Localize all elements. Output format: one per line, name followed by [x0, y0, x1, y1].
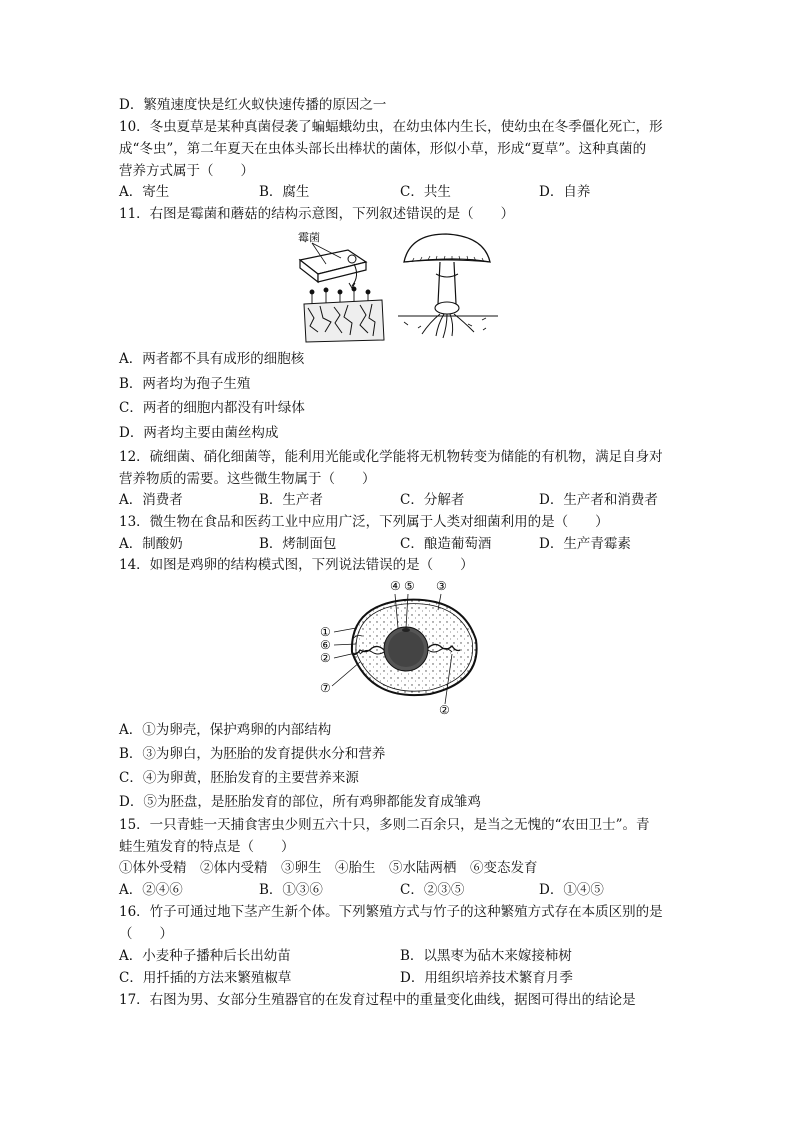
- q15-option-b: B．①③⑥: [259, 882, 323, 898]
- q17-stem: 17．右图为男、女部分生殖器官的在发育过程中的重量变化曲线，据图可得出的结论是: [119, 992, 636, 1008]
- q14-option-c: C．④为卵黄，胚胎发育的主要营养来源: [119, 770, 359, 786]
- q15-stem-line-1: 15．一只青蛙一天捕食害虫少则五六十只，多则二百余只，是当之无愧的“农田卫士”。青: [119, 817, 650, 833]
- q14-stem: 14．如图是鸡卵的结构模式图，下列说法错误的是（ ）: [119, 557, 474, 573]
- egg-label-2-bottom: ②: [439, 703, 450, 716]
- q14-option-a: A．①为卵壳，保护鸡卵的内部结构: [119, 722, 332, 738]
- q15-option-d: D．①④⑤: [539, 882, 604, 898]
- q16-option-a: A．小麦种子播种后长出幼苗: [119, 948, 291, 964]
- q16-stem-line-1: 16．竹子可通过地下茎产生新个体。下列繁殖方式与竹子的这种繁殖方式存在本质区别的是: [119, 904, 663, 920]
- q15-items: ①体外受精 ②体内受精 ③卵生 ④胎生 ⑤水陆两栖 ⑥变态发育: [119, 860, 538, 876]
- q14-option-d: D．⑤为胚盘，是胚胎发育的部位，所有鸡卵都能发育成雏鸡: [119, 794, 481, 810]
- egg-label-6: ⑥: [320, 638, 331, 652]
- q10-stem-line-2: 成“冬虫”，第二年夏天在虫体头部长出棒状的菌体，形似小草，形成“夏草”。这种真菌的: [119, 141, 647, 157]
- egg-label-7: ⑦: [320, 681, 331, 695]
- q16-option-b: B．以黑枣为砧木来嫁接柿树: [400, 948, 572, 964]
- q9-option-d: D．繁殖速度快是红火蚁快速传播的原因之一: [119, 97, 387, 113]
- q16-stem-line-2: （ ）: [119, 926, 173, 942]
- q15-stem-line-2: 蛙生殖发育的特点是（ ）: [119, 839, 295, 855]
- q12-option-d: D．生产者和消费者: [539, 492, 658, 508]
- egg-structure-diagram: [312, 578, 492, 716]
- q11-option-b: B．两者均为孢子生殖: [119, 376, 251, 392]
- q12-stem-line-2: 营养物质的需要。这些微生物属于（ ）: [119, 471, 376, 487]
- q10-stem-line-3: 营养方式属于（ ）: [119, 163, 254, 179]
- q11-option-a: A．两者都不具有成形的细胞核: [119, 351, 305, 367]
- q13-option-a: A．制酸奶: [119, 536, 183, 552]
- q16-option-c: C．用扦插的方法来繁殖椒草: [119, 970, 292, 986]
- q11-stem: 11．右图是霉菌和蘑菇的结构示意图，下列叙述错误的是（ ）: [119, 206, 515, 222]
- q13-stem: 13．微生物在食品和医药工业中应用广泛，下列属于人类对细菌利用的是（ ）: [119, 514, 609, 530]
- q10-option-c: C．共生: [400, 184, 451, 200]
- q12-option-c: C．分解者: [400, 492, 465, 508]
- q10-stem-line-1: 10．冬虫夏草是某种真菌侵袭了蝙蝠蛾幼虫，在幼虫体内生长，使幼虫在冬季僵化死亡，形: [119, 119, 663, 135]
- q13-option-b: B．烤制面包: [259, 536, 337, 552]
- egg-label-3: ③: [436, 579, 447, 593]
- q10-option-a: A．寄生: [119, 184, 170, 200]
- egg-label-1: ①: [320, 625, 331, 639]
- q10-option-b: B．腐生: [259, 184, 310, 200]
- q12-option-a: A．消费者: [119, 492, 183, 508]
- q11-option-c: C．两者的细胞内都没有叶绿体: [119, 400, 305, 416]
- q15-option-a: A．②④⑥: [119, 882, 183, 898]
- q13-option-d: D．生产青霉素: [539, 536, 631, 552]
- q12-option-b: B．生产者: [259, 492, 323, 508]
- q12-stem-line-1: 12．硫细菌、硝化细菌等，能利用光能或化学能将无机物转变为储能的有机物，满足自身对: [119, 449, 663, 465]
- mold-diagram: [296, 228, 396, 344]
- egg-label-2-left: ②: [320, 651, 331, 665]
- q16-option-d: D．用组织培养技术繁育月季: [400, 970, 573, 986]
- egg-label-4: ④: [390, 579, 401, 593]
- q14-option-b: B．③为卵白，为胚胎的发育提供水分和营养: [119, 746, 386, 762]
- q11-option-d: D．两者均主要由菌丝构成: [119, 425, 279, 441]
- q10-option-d: D．自养: [539, 184, 591, 200]
- q13-option-c: C．酿造葡萄酒: [400, 536, 492, 552]
- mushroom-diagram: [398, 232, 500, 340]
- egg-label-5: ⑤: [404, 579, 415, 593]
- q15-option-c: C．②③⑤: [400, 882, 465, 898]
- mold-label: 霉菌: [298, 232, 320, 244]
